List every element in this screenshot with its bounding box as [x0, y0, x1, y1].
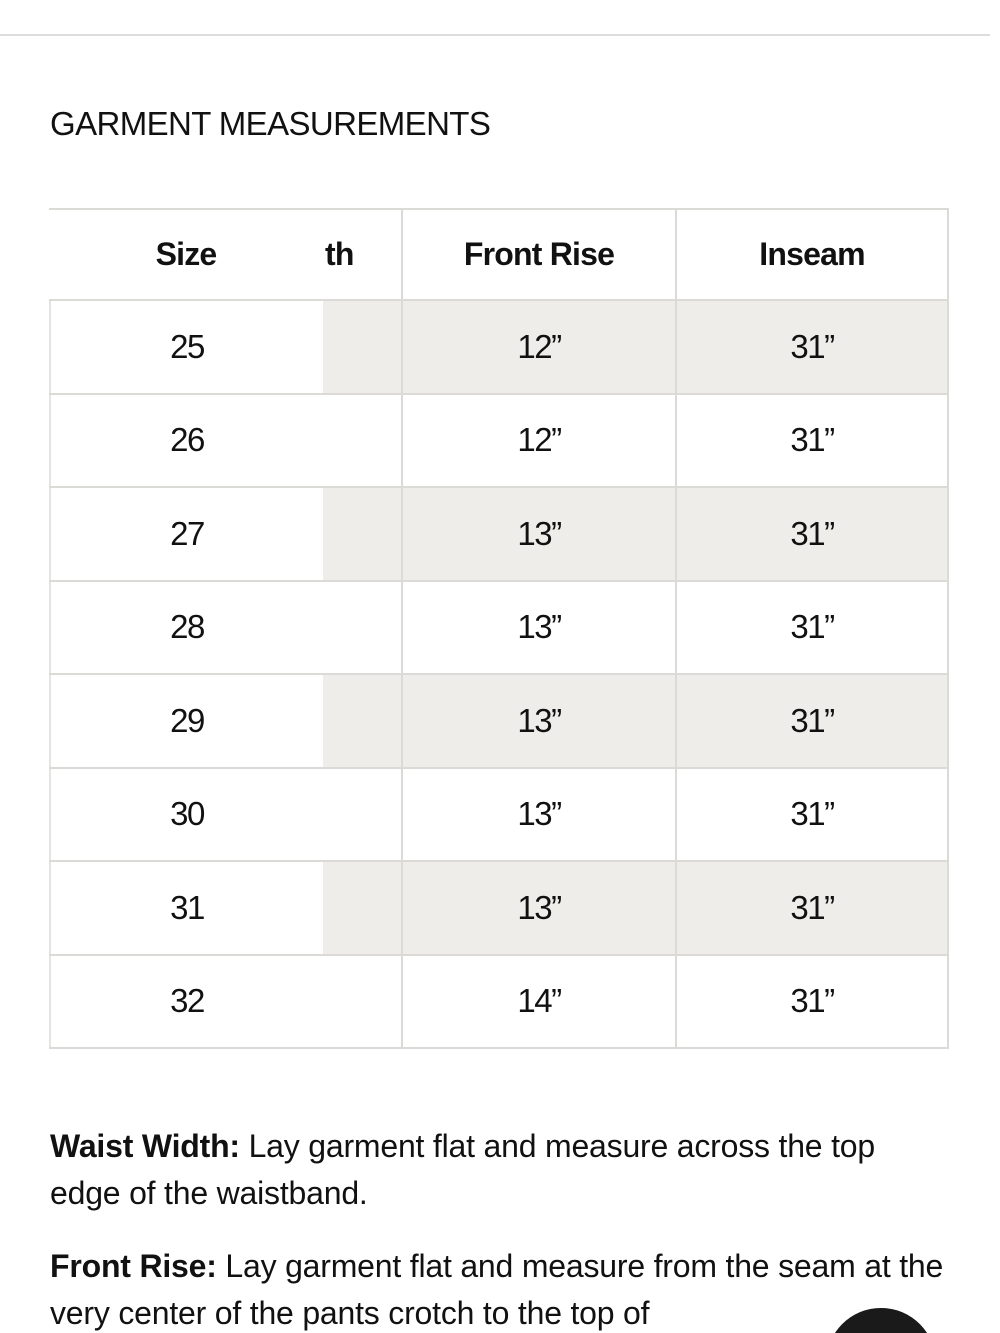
size-cell: 31 — [49, 862, 323, 954]
front-rise-term: Front Rise: — [50, 1248, 217, 1284]
front-rise-cell: 12” — [401, 301, 675, 393]
header-waist-width — [323, 210, 401, 299]
size-chart-table[interactable] — [49, 208, 949, 1049]
table-header-row — [49, 208, 949, 301]
size-cell: 30 — [49, 769, 323, 861]
header-inseam: Inseam — [675, 210, 949, 299]
table-row — [49, 301, 949, 395]
size-cell: 32 — [49, 956, 323, 1048]
waist-width-cell — [323, 862, 401, 954]
waist-width-term: Waist Width: — [50, 1128, 240, 1164]
waist-width-description — [50, 1123, 950, 1217]
inseam-cell: 31” — [675, 956, 949, 1048]
inseam-cell: 31” — [675, 395, 949, 487]
front-rise-cell: 14” — [401, 956, 675, 1048]
inseam-cell: 31” — [675, 301, 949, 393]
front-rise-description — [50, 1243, 950, 1333]
size-cell: 26 — [49, 395, 323, 487]
size-cell: 25 — [49, 301, 323, 393]
front-rise-cell: 13” — [401, 488, 675, 580]
front-rise-text: Lay garment flat and measure from the seam at the very center of the pants crotch to the top of — [50, 1248, 944, 1331]
waist-width-cell — [323, 769, 401, 861]
front-rise-cell: 12” — [401, 395, 675, 487]
table-row — [49, 769, 949, 863]
inseam-cell: 31” — [675, 769, 949, 861]
size-cell: 28 — [49, 582, 323, 674]
front-rise-cell: 13” — [401, 769, 675, 861]
size-cell: 29 — [49, 675, 323, 767]
waist-width-cell — [323, 582, 401, 674]
table-row — [49, 582, 949, 676]
waist-width-text: Lay garment flat and measure across the top edge of the waistband. — [50, 1128, 875, 1211]
inseam-cell: 31” — [675, 675, 949, 767]
table-row — [49, 675, 949, 769]
waist-width-cell — [323, 675, 401, 767]
table-row — [49, 956, 949, 1050]
header-waist-width-label: th — [319, 236, 354, 273]
section-title: GARMENT MEASUREMENTS — [50, 105, 491, 142]
top-divider — [0, 34, 990, 36]
front-rise-cell: 13” — [401, 675, 675, 767]
waist-width-cell — [323, 301, 401, 393]
waist-width-cell — [323, 488, 401, 580]
inseam-cell: 31” — [675, 488, 949, 580]
waist-width-cell — [323, 395, 401, 487]
inseam-cell: 31” — [675, 862, 949, 954]
front-rise-cell: 13” — [401, 582, 675, 674]
front-rise-cell: 13” — [401, 862, 675, 954]
header-size: Size — [49, 210, 323, 299]
table-row — [49, 488, 949, 582]
waist-width-cell — [323, 956, 401, 1048]
table-row — [49, 862, 949, 956]
header-front-rise: Front Rise — [401, 210, 675, 299]
size-cell: 27 — [49, 488, 323, 580]
inseam-cell: 31” — [675, 582, 949, 674]
table-row — [49, 395, 949, 489]
